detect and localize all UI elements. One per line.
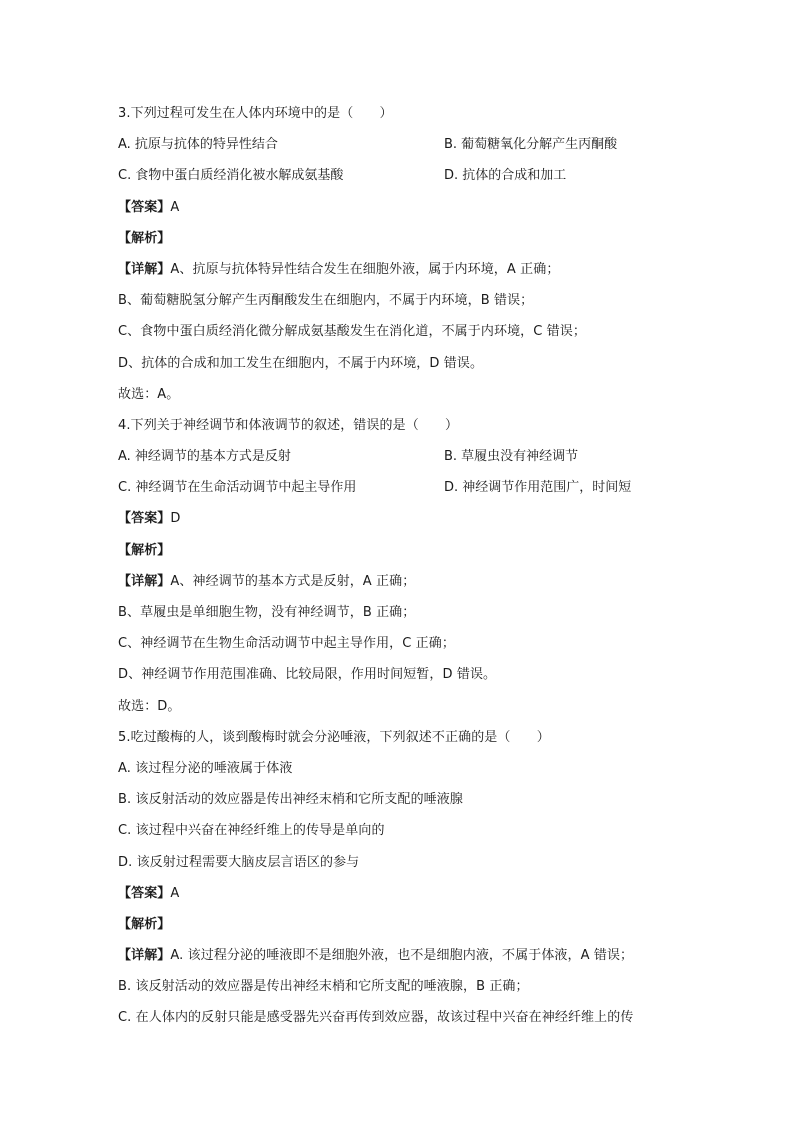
- answer-tag: 【答案】: [118, 199, 171, 215]
- detail-text: A、抗原与抗体特异性结合发生在细胞外液，属于内环境，A 正确；: [170, 261, 560, 277]
- question-5-detail-2: B. 该反射活动的效应器是传出神经末梢和它所支配的唾液腺，B 正确；: [118, 979, 529, 995]
- question-5-option-a: A. 该过程分泌的唾液属于体液: [118, 760, 293, 776]
- question-4-detail-3: C、神经调节在生物生命活动调节中起主导作用，C 正确；: [118, 636, 455, 652]
- question-3-options-row-2: [118, 160, 678, 191]
- question-4-option-a: A. 神经调节的基本方式是反射: [118, 449, 291, 465]
- question-3-option-a: A. 抗原与抗体的特异性结合: [118, 137, 278, 153]
- question-3-answer: [118, 192, 678, 223]
- question-5-answer: [118, 878, 678, 909]
- detail-tag: 【详解】: [118, 261, 171, 277]
- question-5-detail-1: [118, 940, 678, 971]
- question-3-stem: 3.下列过程可发生在人体内环境中的是（ ）: [118, 106, 393, 121]
- answer-tag: 【答案】: [118, 511, 171, 527]
- question-4-conclusion: 故选：D。: [118, 698, 181, 714]
- question-3-option-c: C. 食物中蛋白质经消化被水解成氨基酸: [118, 168, 344, 184]
- question-3-detail-3: C、食物中蛋白质经消化微分解成氨基酸发生在消化道，不属于内环境，C 错误；: [118, 324, 586, 340]
- question-3-detail-1: [118, 254, 678, 285]
- question-4-option-d: D. 神经调节作用范围广，时间短: [444, 480, 632, 496]
- question-5-detail-3: C. 在人体内的反射只能是感受器先兴奋再传到效应器，故该过程中兴奋在神经纤维上的传: [118, 1010, 634, 1026]
- question-5-stem: 5.吃过酸梅的人，谈到酸梅时就会分泌唾液，下列叙述不正确的是（ ）: [118, 729, 550, 745]
- question-3-detail-4: D、抗体的合成和加工发生在细胞内，不属于内环境，D 错误。: [118, 355, 484, 371]
- question-5-option-c: C. 该过程中兴奋在神经纤维上的传导是单向的: [118, 823, 385, 839]
- question-3-analysis-heading: 【解析】: [118, 230, 171, 246]
- question-3-option-b: B. 葡萄糖氧化分解产生丙酮酸: [444, 137, 618, 153]
- detail-tag: 【详解】: [118, 573, 171, 589]
- question-4-detail-1: [118, 566, 678, 597]
- page-content: [118, 98, 678, 1034]
- question-4-options-row-1: [118, 441, 678, 472]
- detail-text: A. 该过程分泌的唾液即不是细胞外液，也不是细胞内液，不属于体液，A 错误；: [170, 948, 634, 964]
- question-3-option-d: D. 抗体的合成和加工: [444, 168, 567, 184]
- question-4-detail-2: B、草履虫是单细胞生物，没有神经调节，B 正确；: [118, 605, 416, 620]
- question-5-analysis-heading: 【解析】: [118, 916, 171, 932]
- question-5-option-b: B. 该反射活动的效应器是传出神经末梢和它所支配的唾液腺: [118, 792, 463, 808]
- detail-text: A、神经调节的基本方式是反射，A 正确；: [170, 573, 416, 589]
- question-3-detail-2: B、葡萄糖脱氢分解产生丙酮酸发生在细胞内，不属于内环境，B 错误；: [118, 293, 534, 309]
- question-4-options-row-2: [118, 472, 678, 503]
- question-5-option-d: D. 该反射过程需要大脑皮层言语区的参与: [118, 854, 360, 870]
- detail-tag: 【详解】: [118, 948, 171, 964]
- answer-value: A: [170, 885, 180, 901]
- question-4-answer: [118, 503, 678, 534]
- answer-tag: 【答案】: [118, 885, 171, 901]
- question-4-detail-4: D、神经调节作用范围准确、比较局限，作用时间短暂，D 错误。: [118, 667, 497, 683]
- answer-value: A: [170, 199, 180, 215]
- question-4-option-b: B. 草履虫没有神经调节: [444, 449, 579, 465]
- answer-value: D: [170, 511, 181, 527]
- question-4-option-c: C. 神经调节在生命活动调节中起主导作用: [118, 480, 357, 496]
- question-4-stem: 4.下列关于神经调节和体液调节的叙述，错误的是（ ）: [118, 417, 459, 433]
- question-4-analysis-heading: 【解析】: [118, 542, 171, 558]
- question-3-conclusion: 故选：A。: [118, 386, 180, 402]
- question-3-options-row-1: [118, 129, 678, 160]
